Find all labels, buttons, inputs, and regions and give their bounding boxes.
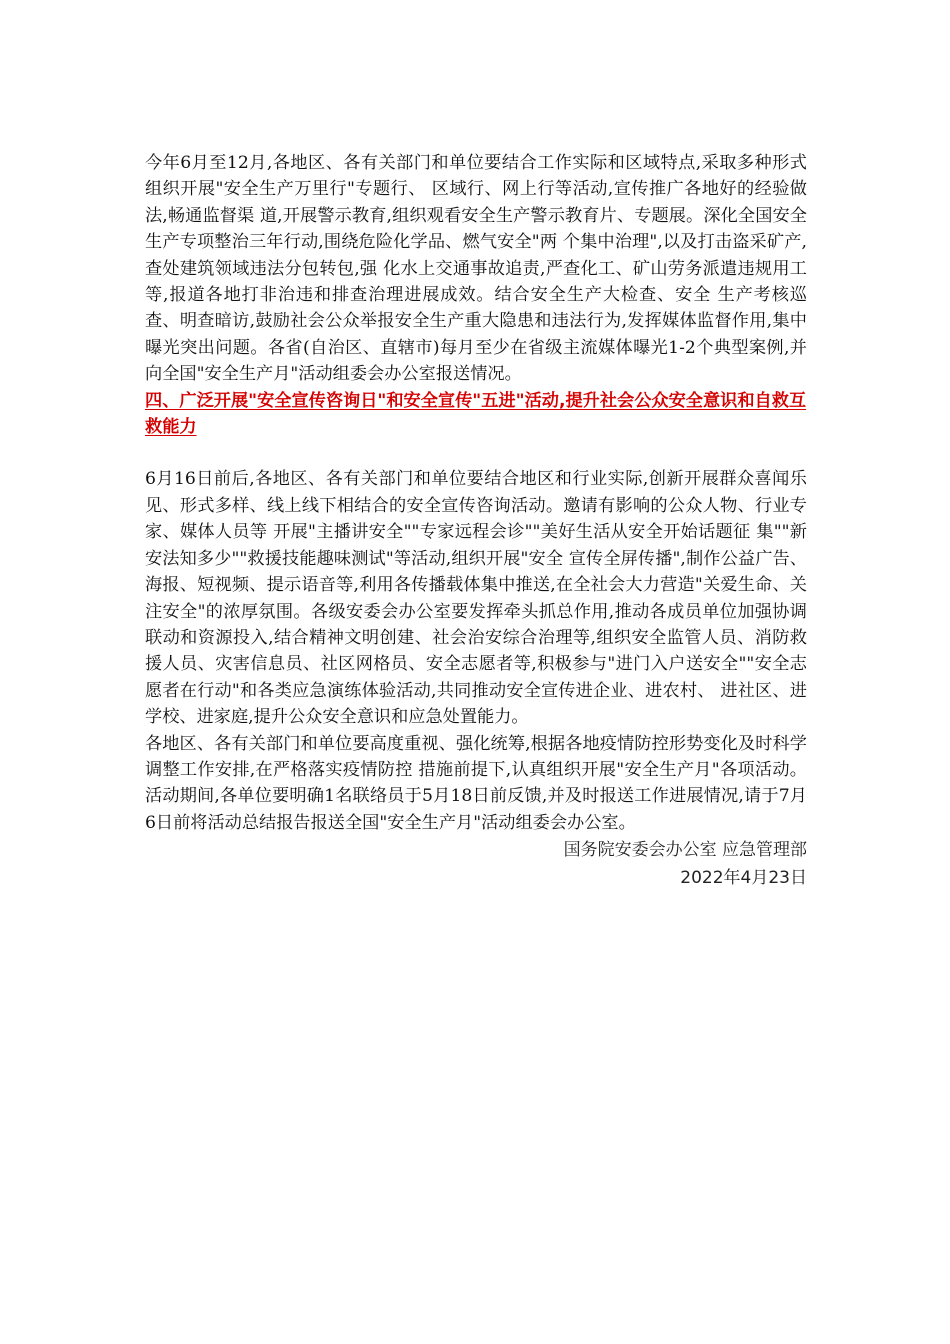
paragraph-publicity-campaign: 今年6月至12月,各地区、各有关部门和单位要结合工作实际和区域特点,采取多种形式组织开展"安全生产万里行"专题行、 区域行、网上行等活动,宣传推广各地好的经验做法,畅通监督渠 道,开展警示教育,组织观看安全生产警示教育片、专题展。深化全国安全生产专项整治三年行动,围绕危险化学品、燃气安全"两 个集中治理",以及打击盗采矿产,查处建筑领域违法分包转包,强 化水上交通事故追责,严查化工、矿山劳务派遣违规用工等,报道各地打非治违和排查治理进展成效。结合安全生产大检查、安全 生产考核巡查、明查暗访,鼓励社会公众举报安全生产重大隐患和违法行为,发挥媒体监督作用,集中曝光突出问题。各省(自治区、直辖市)每月至少在省级主流媒体曝光1-2个典型案例,并向全国"安全生产月"活动组委会办公室报送情况。 (145, 153, 807, 385)
signature-issuer: 国务院安委会办公室 应急管理部 (563, 840, 807, 861)
section-heading-4: 四、广泛开展"安全宣传咨询日"和安全宣传"五进"活动,提升社会公众安全意识和自救互救能力 (145, 390, 807, 438)
spacer (145, 440, 807, 466)
signature-date: 2022年4月23日 (680, 868, 807, 889)
document-body (145, 150, 807, 892)
paragraph-consultation-day: 6月16日前后,各地区、各有关部门和单位要结合地区和行业实际,创新开展群众喜闻乐见、形式多样、线上线下相结合的安全宣传咨询活动。邀请有影响的公众人物、行业专家、媒体人员等 开展"主播讲安全""专家远程会诊""美好生活从安全开始话题征 集""新安法知多少""救援技能趣味测试"等活动,组织开展"安全 宣传全屏传播",制作公益广告、海报、短视频、提示语音等,利用各传播载体集中推送,在全社会大力营造"关爱生命、关注安全"的浓厚氛围。各级安委会办公室要发挥牵头抓总作用,推动各成员单位加强协调联动和资源投入,结合精神文明创建、社会治安综合治理等,组织安全监管人员、消防救援人员、灾害信息员、社区网格员、安全志愿者等,积极参与"进门入户送安全""安全志愿者在行动"和各类应急演练体验活动,共同推动安全宣传进企业、进农村、 进社区、进学校、进家庭,提升公众安全意识和应急处置能力。 (145, 469, 807, 728)
paragraph-requirements: 各地区、各有关部门和单位要高度重视、强化统筹,根据各地疫情防控形势变化及时科学调整工作安排,在严格落实疫情防控 措施前提下,认真组织开展"安全生产月"各项活动。活动期间,各单位要明确1名联络员于5月18日前反馈,并及时报送工作进展情况,请于7月6日前将活动总结报告报送全国"安全生产月"活动组委会办公室。 (145, 733, 807, 833)
